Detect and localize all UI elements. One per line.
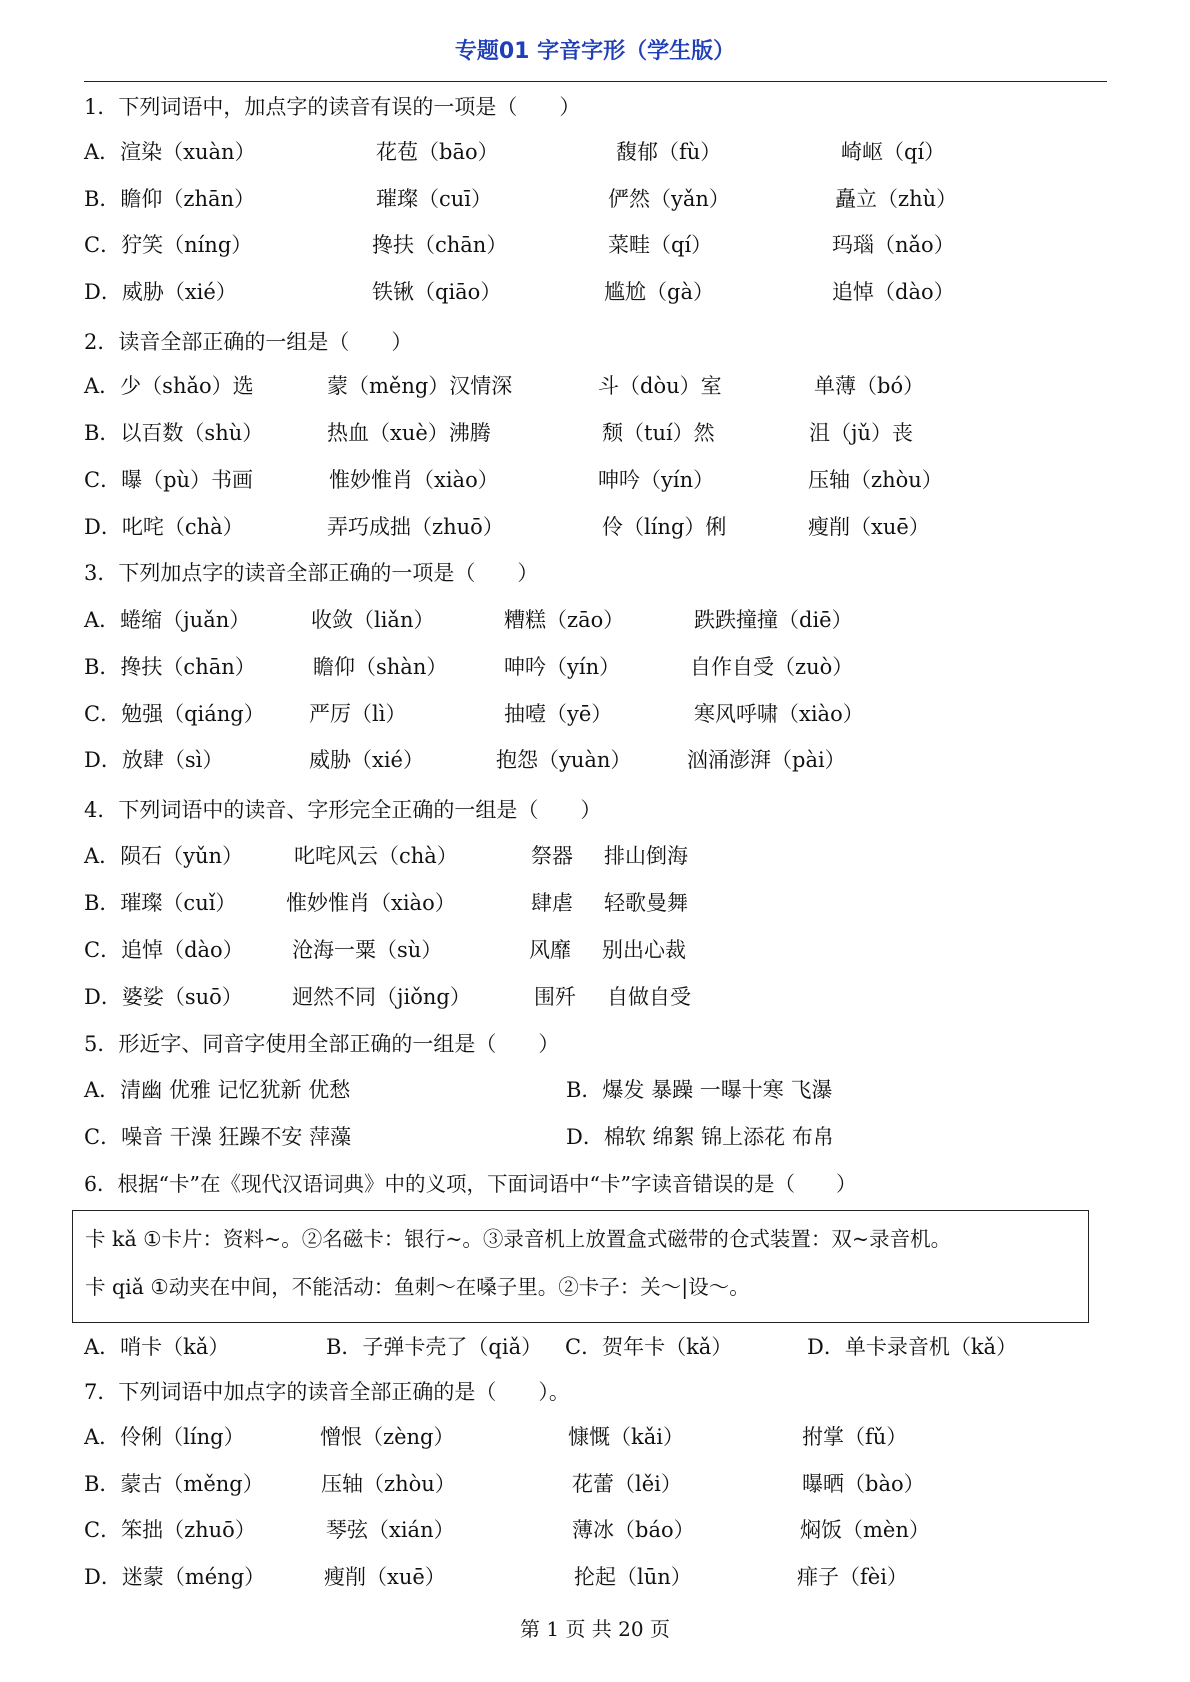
option-item: 严厉（lì） (309, 702, 407, 726)
option-item: 俨然（yǎn） (608, 187, 730, 211)
option-item: 崎岖（qí） (841, 140, 946, 164)
question-7-option-a (84, 1422, 1084, 1452)
question-4-option-c (84, 935, 1084, 965)
option-item: A．少（shǎo）选 (84, 374, 254, 398)
option-item: 寒风呼啸（xiào） (694, 702, 864, 726)
option-item: 铁锹（qiāo） (372, 280, 502, 304)
option-item: 馥郁（fù） (616, 140, 722, 164)
question-3-option-d (84, 745, 1084, 775)
option-item: 轻歌曼舞 (604, 891, 688, 915)
option-item: 曝晒（bào） (802, 1472, 925, 1496)
option-item: 抽噎（yē） (504, 702, 613, 726)
option-item: C．曝（pù）书画 (84, 468, 254, 492)
option-item: 憎恨（zèng） (320, 1425, 455, 1449)
question-1-option-c (84, 230, 1084, 260)
option-item: 祭器 (531, 844, 573, 868)
option-item: 肆虐 (531, 891, 573, 915)
option-item: 焖饭（mèn） (800, 1518, 930, 1542)
option-item: D．叱咤（chà） (84, 515, 244, 539)
option-item: A．蜷缩（juǎn） (84, 608, 251, 632)
option-b: B．子弹卡壳了（qiǎ） (326, 1335, 543, 1359)
option-item: 瘦削（xuē） (324, 1565, 446, 1589)
option-item: 威胁（xié） (309, 748, 424, 772)
option-item: 迥然不同（jiǒng） (292, 985, 471, 1009)
option-item: A．渲染（xuàn） (84, 140, 256, 164)
option-item: 围歼 (534, 985, 576, 1009)
question-4-stem: 4．下列词语中的读音、字形完全正确的一组是（ ） (84, 798, 602, 822)
option-item: 糟糕（zāo） (504, 608, 625, 632)
option-item: 追悼（dào） (832, 280, 955, 304)
header-rule (84, 81, 1107, 82)
option-item: 痱子（fèi） (797, 1565, 908, 1589)
question-1-option-d (84, 277, 1084, 307)
option-b: B．爆发 暴躁 一曝十寒 飞瀑 (566, 1078, 833, 1102)
option-item: 压轴（zhòu） (321, 1472, 456, 1496)
question-3-option-a (84, 605, 1084, 635)
option-item: 惟妙惟肖（xiào） (286, 891, 456, 915)
option-item: 斗（dòu）室 (598, 374, 722, 398)
option-item: 抡起（lūn） (574, 1565, 692, 1589)
option-item: 汹涌澎湃（pài） (687, 748, 846, 772)
option-item: 琴弦（xián） (326, 1518, 455, 1542)
option-item: B．搀扶（chān） (84, 655, 256, 679)
option-item: 叱咤风云（chà） (294, 844, 458, 868)
option-item: B．璀璨（cuǐ） (84, 891, 237, 915)
option-item: 花蕾（lěi） (572, 1472, 682, 1496)
option-item: 风靡 (529, 938, 571, 962)
question-2-option-a (84, 371, 1084, 401)
option-item: 瘦削（xuē） (808, 515, 930, 539)
option-item: 自作自受（zuò） (690, 655, 854, 679)
option-item: D．迷蒙（méng） (84, 1565, 266, 1589)
question-7-stem: 7．下列词语中加点字的读音全部正确的是（ ）。 (84, 1380, 570, 1404)
question-7-option-b (84, 1469, 1084, 1499)
question-4-option-d (84, 982, 1084, 1012)
option-item: 抱怨（yuàn） (496, 748, 632, 772)
option-item: 呻吟（yín） (598, 468, 715, 492)
option-item: C．笨拙（zhuō） (84, 1518, 256, 1542)
question-1-option-b (84, 184, 1084, 214)
dictionary-entry-qia: 卡 qiǎ ①动夹在中间，不能活动：鱼刺～在嗓子里。②卡子：关～|设～。 (85, 1275, 750, 1299)
question-1-option-a (84, 137, 1084, 167)
question-6-stem: 6．根据“卡”在《现代汉语词典》中的义项，下面词语中“卡”字读音错误的是（ ） (84, 1172, 857, 1196)
option-item: D．放肆（sì） (84, 748, 224, 772)
question-4-option-b (84, 888, 1084, 918)
question-2-option-d (84, 512, 1084, 542)
question-1-stem: 1．下列词语中，加点字的读音有误的一项是（ ） (84, 95, 581, 119)
option-item: 自做自受 (607, 985, 691, 1009)
option-item: 压轴（zhòu） (808, 468, 943, 492)
option-item: 璀璨（cuī） (376, 187, 493, 211)
option-item: C．追悼（dào） (84, 938, 244, 962)
option-item: B．蒙古（měng） (84, 1472, 264, 1496)
question-2-stem: 2．读音全部正确的一组是（ ） (84, 330, 413, 354)
option-item: 搀扶（chān） (372, 233, 508, 257)
option-d: D．单卡录音机（kǎ） (807, 1335, 1018, 1359)
option-item: B．以百数（shù） (84, 421, 264, 445)
option-c: C．贺年卡（kǎ） (565, 1335, 733, 1359)
question-6-options (84, 1332, 1084, 1362)
dictionary-entry-box (72, 1210, 1089, 1323)
option-item: 瞻仰（shàn） (313, 655, 448, 679)
option-item: 别出心裁 (602, 938, 686, 962)
dictionary-entry-ka: 卡 kǎ ①卡片：资料~。②名磁卡：银行~。③录音机上放置盒式磁带的仓式装置：双~录音机。 (85, 1227, 952, 1251)
option-item: D．威胁（xié） (84, 280, 237, 304)
option-a: A．哨卡（kǎ） (84, 1335, 230, 1359)
question-5-stem: 5．形近字、同音字使用全部正确的一组是（ ） (84, 1032, 560, 1056)
option-item: 热血（xuè）沸腾 (327, 421, 491, 445)
option-item: 尴尬（gà） (604, 280, 714, 304)
page-footer: 第 1 页 共 20 页 (520, 1617, 670, 1641)
option-a: A．清幽 优雅 记忆犹新 优愁 (84, 1078, 351, 1102)
option-c: C．噪音 干澡 狂躁不安 萍藻 (84, 1125, 352, 1149)
option-item: 收敛（liǎn） (311, 608, 435, 632)
option-item: 沮（jǔ）丧 (809, 421, 914, 445)
question-3-option-c (84, 699, 1084, 729)
question-7-option-c (84, 1515, 1084, 1545)
question-7-option-d (84, 1562, 1084, 1592)
question-3-option-b (84, 652, 1084, 682)
option-item: A．陨石（yǔn） (84, 844, 244, 868)
option-item: 惟妙惟肖（xiào） (329, 468, 499, 492)
option-item: C．狞笑（níng） (84, 233, 253, 257)
option-item: 颓（tuí）然 (602, 421, 715, 445)
question-3-stem: 3．下列加点字的读音全部正确的一项是（ ） (84, 561, 539, 585)
option-item: A．伶俐（líng） (84, 1425, 245, 1449)
option-item: 呻吟（yín） (504, 655, 621, 679)
option-item: 菜畦（qí） (608, 233, 713, 257)
option-item: D．婆娑（suō） (84, 985, 243, 1009)
option-item: 薄冰（báo） (572, 1518, 695, 1542)
question-5-row-1 (84, 1075, 1084, 1105)
option-item: 玛瑙（nǎo） (832, 233, 955, 257)
question-5-row-2 (84, 1122, 1084, 1152)
option-d: D．棉软 绵絮 锦上添花 布帛 (566, 1125, 834, 1149)
question-2-option-b (84, 418, 1084, 448)
option-item: 拊掌（fǔ） (802, 1425, 908, 1449)
option-item: 单薄（bó） (814, 374, 925, 398)
option-item: 沧海一粟（sù） (292, 938, 443, 962)
option-item: 蒙（měng）汉情深 (327, 374, 513, 398)
page-title: 专题01 字音字形（学生版） (454, 39, 736, 64)
question-4-option-a (84, 841, 1084, 871)
option-item: 矗立（zhù） (835, 187, 958, 211)
option-item: 慷慨（kǎi） (568, 1425, 684, 1449)
question-2-option-c (84, 465, 1084, 495)
option-item: 弄巧成拙（zhuō） (327, 515, 504, 539)
option-item: 伶（líng）俐 (602, 515, 727, 539)
option-item: 跌跌撞撞（diē） (694, 608, 853, 632)
option-item: 排山倒海 (604, 844, 688, 868)
option-item: B．瞻仰（zhān） (84, 187, 256, 211)
option-item: C．勉强（qiáng） (84, 702, 265, 726)
option-item: 花苞（bāo） (376, 140, 499, 164)
